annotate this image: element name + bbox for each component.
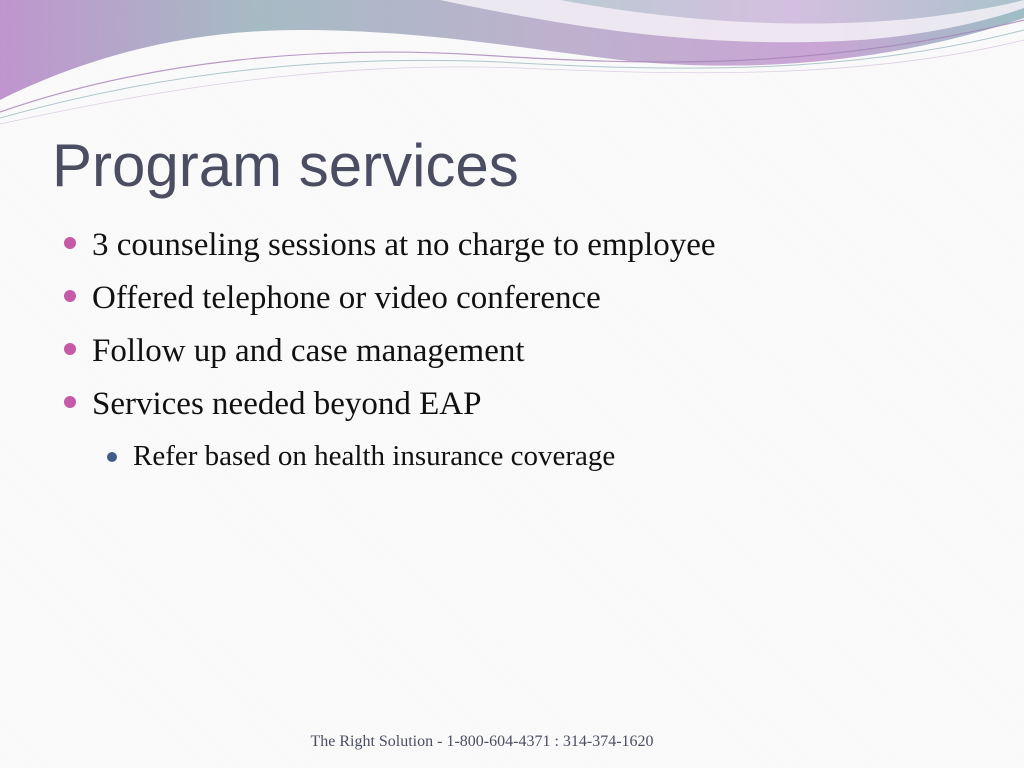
bullet-marker bbox=[64, 237, 76, 249]
slide-footer: The Right Solution - 1-800-604-4371 : 314-374-1620 bbox=[310, 733, 654, 750]
bullet-text: Services needed beyond EAP bbox=[92, 386, 482, 422]
bullet-item bbox=[62, 272, 716, 325]
bullet-marker bbox=[64, 290, 76, 302]
bullet-item bbox=[62, 219, 716, 272]
bullet-marker bbox=[64, 396, 76, 408]
sub-bullet-text: Refer based on health insurance coverage bbox=[133, 440, 616, 472]
bullet-item bbox=[62, 378, 716, 431]
sub-bullet-marker bbox=[107, 452, 117, 462]
bullet-text: 3 counseling sessions at no charge to employee bbox=[92, 227, 716, 263]
sub-bullet-item bbox=[62, 431, 716, 481]
bullet-item bbox=[62, 325, 716, 378]
decorative-wave-header bbox=[0, 0, 1024, 130]
bullet-marker bbox=[64, 343, 76, 355]
slide-title: Program services bbox=[52, 132, 519, 199]
bullet-list bbox=[62, 219, 716, 481]
bullet-text: Follow up and case management bbox=[92, 333, 525, 369]
bullet-text: Offered telephone or video conference bbox=[92, 280, 601, 316]
